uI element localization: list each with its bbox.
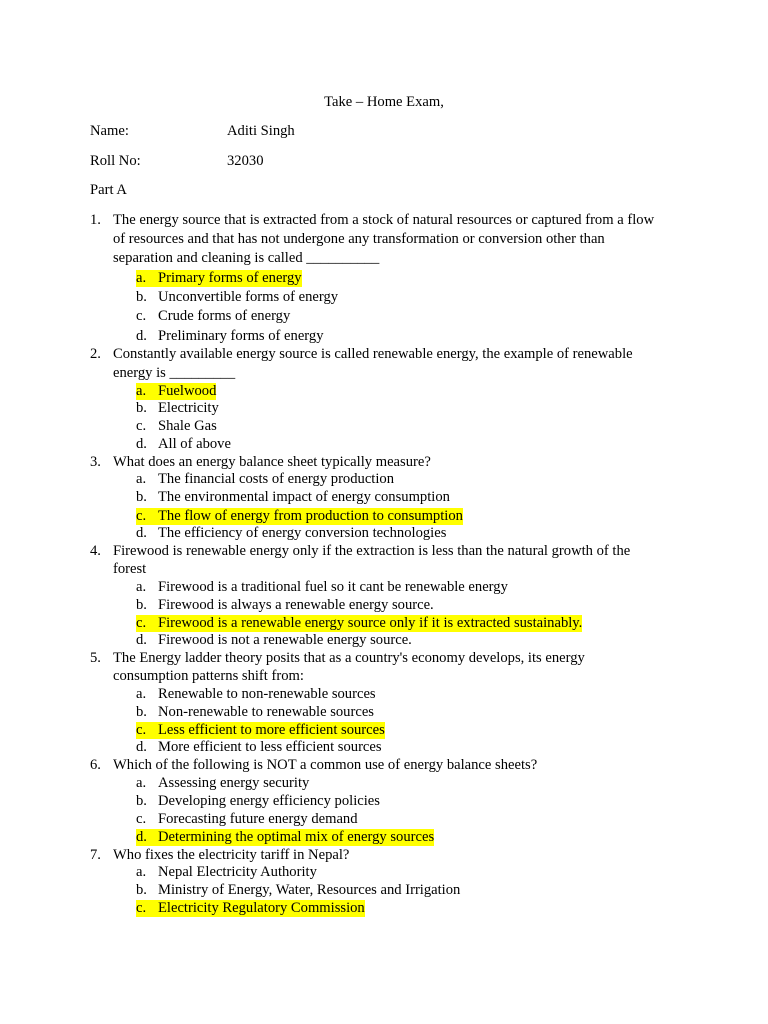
option-text: Developing energy efficiency policies <box>158 793 380 809</box>
question-text: The Energy ladder theory posits that as a country's economy develops, its energy <box>113 650 585 666</box>
option <box>136 489 450 506</box>
question-text: Firewood is renewable energy only if the extraction is less than the natural growth of the <box>113 543 631 559</box>
option-highlighted <box>136 270 302 287</box>
option <box>136 436 231 453</box>
option-letter: d. <box>136 829 147 845</box>
option-letter: b. <box>136 289 147 305</box>
option-text: Renewable to non-renewable sources <box>158 686 376 702</box>
question-number: 3. <box>90 454 101 470</box>
option-letter: d. <box>136 436 147 452</box>
option-highlighted <box>136 615 582 632</box>
option-text: Unconvertible forms of energy <box>158 289 339 305</box>
option-text: Ministry of Energy, Water, Resources and Irrigation <box>158 882 461 898</box>
option-text: Fuelwood <box>158 383 217 399</box>
option <box>136 864 317 881</box>
option <box>136 308 290 325</box>
option-highlighted <box>136 508 463 525</box>
option <box>136 811 358 828</box>
option-text: Electricity Regulatory Commission <box>158 900 365 916</box>
question-text: consumption patterns shift from: <box>113 668 304 684</box>
option-letter: a. <box>136 270 147 286</box>
option-letter: b. <box>136 400 147 416</box>
option-text: Primary forms of energy <box>158 270 302 286</box>
question-text: The energy source that is extracted from a stock of natural resources or captured from a flow <box>113 212 655 228</box>
option-letter: a. <box>136 471 147 487</box>
question-number: 6. <box>90 757 101 773</box>
option <box>136 739 382 756</box>
option-letter: b. <box>136 597 147 613</box>
option-text: Firewood is a traditional fuel so it cant be renewable energy <box>158 579 508 595</box>
option <box>136 525 446 542</box>
option-letter: c. <box>136 722 147 738</box>
question-text: of resources and that has not undergone any transformation or conversion other than <box>113 231 605 247</box>
option-letter: d. <box>136 739 147 755</box>
option <box>136 471 394 488</box>
question-number: 4. <box>90 543 101 559</box>
option-letter: d. <box>136 525 147 541</box>
option-text: More efficient to less efficient sources <box>158 739 382 755</box>
option-letter: b. <box>136 793 147 809</box>
option-letter: a. <box>136 775 147 791</box>
option-text: Preliminary forms of energy <box>158 328 324 344</box>
option-text: The efficiency of energy conversion technologies <box>158 525 447 541</box>
question-text: Who fixes the electricity tariff in Nepal? <box>113 847 350 863</box>
option-text: Forecasting future energy demand <box>158 811 358 827</box>
exam-title: Take – Home Exam, <box>324 94 444 110</box>
option <box>136 289 338 306</box>
option <box>136 328 324 345</box>
option-letter: d. <box>136 632 147 648</box>
option-highlighted <box>136 900 365 917</box>
option-letter: c. <box>136 418 147 434</box>
option <box>136 632 412 649</box>
option <box>136 882 460 899</box>
option-text: Electricity <box>158 400 219 416</box>
option-text: Determining the optimal mix of energy sources <box>158 829 435 845</box>
option-text: Shale Gas <box>158 418 217 434</box>
option-letter: c. <box>136 308 147 324</box>
option <box>136 704 374 721</box>
option-text: Firewood is not a renewable energy source. <box>158 632 412 648</box>
option-text: Firewood is always a renewable energy source. <box>158 597 434 613</box>
option-letter: c. <box>136 900 147 916</box>
option-letter: a. <box>136 864 147 880</box>
option-letter: d. <box>136 328 147 344</box>
question-text: energy is _________ <box>113 365 236 381</box>
option-letter: b. <box>136 882 147 898</box>
option-highlighted <box>136 829 434 846</box>
name-value: Aditi Singh <box>227 123 295 139</box>
option-text: Firewood is a renewable energy source only if it is extracted sustainably. <box>158 615 583 631</box>
option-text: Less efficient to more efficient sources <box>158 722 385 738</box>
option-text: Assessing energy security <box>158 775 310 791</box>
option-text: Crude forms of energy <box>158 308 291 324</box>
question-text: Which of the following is NOT a common use of energy balance sheets? <box>113 757 538 773</box>
name-label: Name: <box>90 123 129 139</box>
option <box>136 686 376 703</box>
question-number: 7. <box>90 847 101 863</box>
option <box>136 597 434 614</box>
option-text: The financial costs of energy production <box>158 471 394 487</box>
option-text: The environmental impact of energy consumption <box>158 489 450 505</box>
option-letter: b. <box>136 704 147 720</box>
option-highlighted <box>136 383 216 400</box>
option-letter: c. <box>136 811 147 827</box>
option-letter: a. <box>136 579 147 595</box>
option <box>136 775 309 792</box>
option-text: Non-renewable to renewable sources <box>158 704 374 720</box>
question-number: 1. <box>90 212 101 228</box>
question-number: 2. <box>90 346 101 362</box>
roll-label: Roll No: <box>90 153 141 169</box>
option <box>136 400 219 417</box>
option-text: Nepal Electricity Authority <box>158 864 317 880</box>
question-number: 5. <box>90 650 101 666</box>
option-letter: b. <box>136 489 147 505</box>
question-text: Constantly available energy source is called renewable energy, the example of renewable <box>113 346 633 362</box>
roll-value: 32030 <box>227 153 264 169</box>
option-text: The flow of energy from production to consumption <box>158 508 463 524</box>
option-letter: c. <box>136 508 147 524</box>
option-letter: a. <box>136 686 147 702</box>
part-heading: Part A <box>90 182 127 198</box>
question-text: separation and cleaning is called __________ <box>113 250 380 266</box>
option-highlighted <box>136 722 385 739</box>
option-letter: c. <box>136 615 147 631</box>
option-letter: a. <box>136 383 147 399</box>
option <box>136 418 217 435</box>
option <box>136 793 380 810</box>
option <box>136 579 508 596</box>
question-text: What does an energy balance sheet typically measure? <box>113 454 431 470</box>
question-text: forest <box>113 561 147 577</box>
option-text: All of above <box>158 436 231 452</box>
